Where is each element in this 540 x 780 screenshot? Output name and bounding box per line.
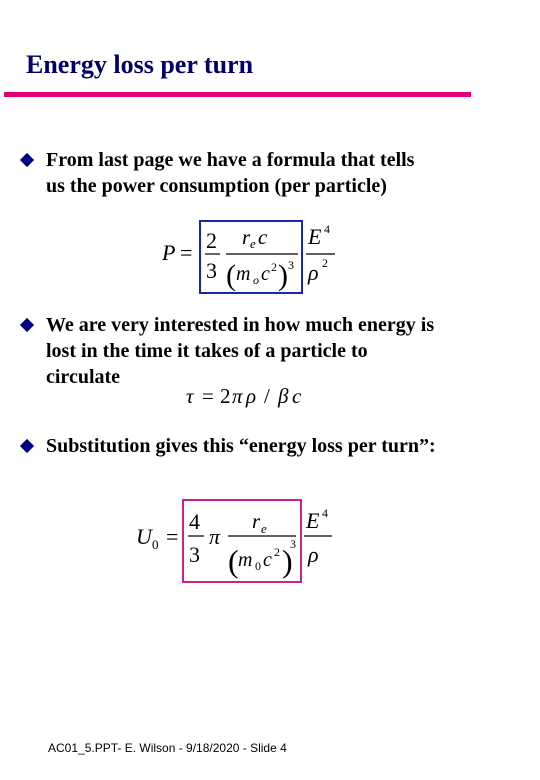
svg-text:3: 3	[290, 537, 296, 551]
svg-text:E: E	[308, 224, 322, 249]
svg-text:4: 4	[322, 506, 328, 520]
svg-text:=: =	[166, 524, 179, 549]
svg-text:3: 3	[206, 258, 217, 283]
svg-text:β: β	[278, 384, 289, 408]
svg-text:E: E	[306, 508, 320, 533]
svg-text:P: P	[162, 240, 176, 265]
svg-text:e: e	[261, 521, 267, 536]
svg-text:): )	[282, 543, 293, 579]
svg-text:0: 0	[152, 537, 159, 552]
svg-text:c: c	[263, 549, 272, 571]
svg-text:=: =	[180, 240, 193, 265]
bullet-2-line1: We are very interested in how much energy is	[46, 314, 435, 336]
bullet-diamond-icon	[20, 153, 34, 167]
svg-text:ρ: ρ	[246, 384, 257, 408]
bullet-3-line1: Substitution gives this “energy loss per turn”:	[46, 435, 436, 457]
svg-text:π: π	[209, 524, 221, 549]
bullet-1-line2: us the power consumption (per particle)	[46, 175, 387, 197]
svg-text:4: 4	[324, 222, 330, 236]
revolution-time-formula	[184, 380, 324, 412]
svg-text:c: c	[258, 225, 268, 249]
svg-text:3: 3	[288, 258, 294, 272]
title-underline	[4, 92, 471, 97]
svg-text:2: 2	[220, 384, 231, 408]
svg-text:(: (	[228, 543, 239, 579]
svg-text:(: (	[226, 259, 236, 292]
svg-text:ρ: ρ	[308, 260, 319, 285]
svg-text:): )	[278, 259, 288, 292]
power-formula	[160, 218, 360, 298]
svg-text:c: c	[292, 384, 302, 408]
bullet-1-line1: From last page we have a formula that tells	[46, 149, 415, 171]
svg-text:r: r	[252, 509, 261, 533]
svg-text:U: U	[136, 524, 152, 549]
svg-text:2: 2	[322, 256, 328, 270]
svg-text:2: 2	[271, 260, 277, 274]
svg-text:τ: τ	[186, 384, 194, 408]
svg-text:ρ: ρ	[308, 542, 319, 567]
energy-loss-formula	[134, 496, 344, 588]
svg-text:2: 2	[206, 228, 217, 253]
bullet-diamond-icon	[20, 439, 34, 453]
svg-text:r: r	[242, 225, 251, 249]
svg-text:4: 4	[189, 509, 200, 534]
svg-text:e: e	[250, 236, 256, 251]
svg-text:m: m	[238, 549, 253, 571]
bullet-2-line2: lost in the time it takes of a particle to	[46, 340, 368, 362]
bullet-diamond-icon	[20, 318, 34, 332]
bullet-2-line3: circulate	[46, 366, 121, 388]
svg-text:=: =	[202, 384, 214, 408]
svg-text:π: π	[232, 384, 243, 408]
svg-text:2: 2	[274, 545, 280, 559]
svg-text:c: c	[261, 263, 270, 285]
svg-text:/: /	[264, 384, 270, 408]
svg-text:3: 3	[189, 542, 200, 567]
slide-title: Energy loss per turn	[26, 50, 254, 79]
slide-footer: AC01_5.PPT- E. Wilson - 9/18/2020 - Slide 4	[48, 741, 287, 755]
svg-text:0: 0	[255, 559, 261, 573]
svg-text:m: m	[236, 263, 251, 285]
svg-text:o: o	[253, 273, 259, 287]
